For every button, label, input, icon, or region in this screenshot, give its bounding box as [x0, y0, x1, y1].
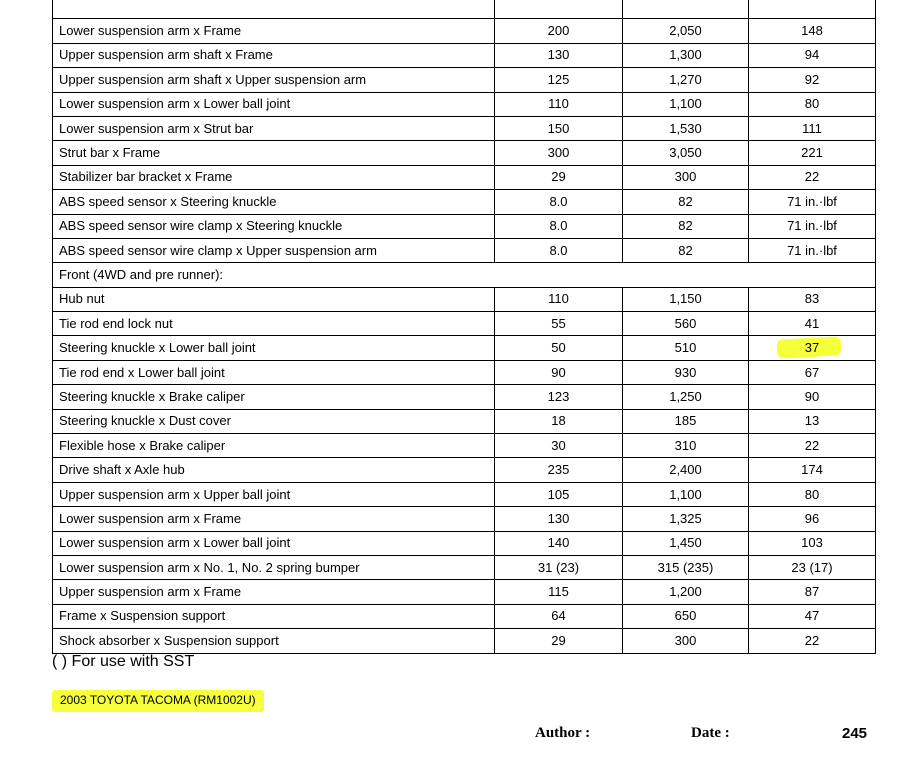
table-row — [53, 43, 876, 67]
part-name-cell: ABS speed sensor x Steering knuckle — [53, 190, 495, 214]
torque-nm-cell: 140 — [495, 531, 623, 555]
date-label: Date : — [691, 725, 730, 741]
torque-nm-cell: 30 — [495, 434, 623, 458]
torque-kgfcm-cell: 1,200 — [623, 580, 749, 604]
torque-nm-cell: 8.0 — [495, 238, 623, 262]
torque-ftlbf-cell: 22 — [749, 629, 876, 653]
table-row — [53, 604, 876, 628]
table-row — [53, 165, 876, 189]
torque-kgfcm-cell: 930 — [623, 360, 749, 384]
torque-ftlbf-cell: 221 — [749, 141, 876, 165]
table-section-row — [53, 263, 876, 287]
torque-nm-cell: 50 — [495, 336, 623, 360]
table-row — [53, 141, 876, 165]
torque-nm-cell: 130 — [495, 507, 623, 531]
torque-ftlbf-cell: 94 — [749, 43, 876, 67]
torque-kgfcm-cell: 1,100 — [623, 92, 749, 116]
part-name-cell: ABS speed sensor wire clamp x Upper suspension arm — [53, 238, 495, 262]
torque-ftlbf-cell: 71 in.·lbf — [749, 190, 876, 214]
torque-nm-cell: 18 — [495, 409, 623, 433]
torque-ftlbf-cell: 80 — [749, 482, 876, 506]
torque-nm-cell — [495, 0, 623, 19]
torque-nm-cell: 300 — [495, 141, 623, 165]
table-row — [53, 19, 876, 43]
torque-kgfcm-cell: 310 — [623, 434, 749, 458]
author-label: Author : — [535, 725, 591, 741]
table-row — [53, 580, 876, 604]
torque-kgfcm-cell: 82 — [623, 214, 749, 238]
torque-ftlbf-cell: 96 — [749, 507, 876, 531]
torque-nm-cell: 8.0 — [495, 190, 623, 214]
torque-nm-cell: 200 — [495, 19, 623, 43]
torque-ftlbf-cell: 71 in.·lbf — [749, 238, 876, 262]
section-heading: Front (4WD and pre runner): — [53, 263, 876, 287]
torque-kgfcm-cell: 1,100 — [623, 482, 749, 506]
torque-kgfcm-cell: 1,325 — [623, 507, 749, 531]
part-name-cell: Lower suspension arm x No. 1, No. 2 spring bumper — [53, 555, 495, 579]
torque-kgfcm-cell: 2,400 — [623, 458, 749, 482]
part-name-cell: Stabilizer bar bracket x Frame — [53, 165, 495, 189]
torque-nm-cell: 29 — [495, 165, 623, 189]
table-row — [53, 531, 876, 555]
part-name-cell: Steering knuckle x Dust cover — [53, 409, 495, 433]
part-name-cell: ABS speed sensor wire clamp x Steering knuckle — [53, 214, 495, 238]
torque-kgfcm-cell: 300 — [623, 165, 749, 189]
table-row — [53, 214, 876, 238]
torque-kgfcm-cell: 510 — [623, 336, 749, 360]
torque-kgfcm-cell: 185 — [623, 409, 749, 433]
table-row — [53, 68, 876, 92]
part-name-cell: Lower suspension arm x Frame — [53, 19, 495, 43]
torque-nm-cell: 105 — [495, 482, 623, 506]
torque-nm-cell: 64 — [495, 604, 623, 628]
torque-kgfcm-cell: 82 — [623, 190, 749, 214]
part-name-cell: Lower suspension arm x Strut bar — [53, 116, 495, 140]
torque-ftlbf-cell: 22 — [749, 434, 876, 458]
torque-ftlbf-cell: 67 — [749, 360, 876, 384]
model-label: 2003 TOYOTA TACOMA (RM1002U) — [52, 690, 264, 712]
torque-ftlbf-cell: 148 — [749, 19, 876, 43]
table-row — [53, 116, 876, 140]
part-name-cell: Flexible hose x Brake caliper — [53, 434, 495, 458]
torque-nm-cell: 8.0 — [495, 214, 623, 238]
table-row — [53, 409, 876, 433]
table-row — [53, 287, 876, 311]
torque-kgfcm-cell: 82 — [623, 238, 749, 262]
torque-kgfcm-cell: 1,270 — [623, 68, 749, 92]
torque-ftlbf-cell: 90 — [749, 385, 876, 409]
part-name-cell: Upper suspension arm x Upper ball joint — [53, 482, 495, 506]
table-row — [53, 385, 876, 409]
torque-nm-cell: 29 — [495, 629, 623, 653]
table-row — [53, 629, 876, 653]
highlighted-value: 37 — [804, 340, 820, 356]
table-row — [53, 336, 876, 360]
torque-ftlbf-cell: 83 — [749, 287, 876, 311]
torque-ftlbf-cell: 174 — [749, 458, 876, 482]
torque-ftlbf-cell: 111 — [749, 116, 876, 140]
torque-ftlbf-cell: 47 — [749, 604, 876, 628]
torque-ftlbf-cell: 22 — [749, 165, 876, 189]
torque-ftlbf-cell: 87 — [749, 580, 876, 604]
torque-kgfcm-cell: 1,530 — [623, 116, 749, 140]
torque-kgfcm-cell: 300 — [623, 629, 749, 653]
torque-spec-table — [52, 0, 876, 654]
torque-kgfcm-cell — [623, 0, 749, 19]
torque-kgfcm-cell: 315 (235) — [623, 555, 749, 579]
table-row — [53, 434, 876, 458]
torque-spec-table-body — [53, 0, 876, 653]
sst-footnote: ( ) For use with SST — [52, 653, 195, 670]
part-name-cell: Steering knuckle x Brake caliper — [53, 385, 495, 409]
torque-kgfcm-cell: 650 — [623, 604, 749, 628]
part-name-cell: Upper suspension arm shaft x Upper suspension arm — [53, 68, 495, 92]
torque-nm-cell: 150 — [495, 116, 623, 140]
torque-ftlbf-cell: 13 — [749, 409, 876, 433]
torque-nm-cell: 31 (23) — [495, 555, 623, 579]
torque-ftlbf-cell: 92 — [749, 68, 876, 92]
table-row — [53, 238, 876, 262]
table-row — [53, 507, 876, 531]
table-row — [53, 92, 876, 116]
part-name-cell: Upper suspension arm x Frame — [53, 580, 495, 604]
torque-nm-cell: 123 — [495, 385, 623, 409]
table-row — [53, 190, 876, 214]
torque-ftlbf-cell: 23 (17) — [749, 555, 876, 579]
part-name-cell: Lower suspension arm x Lower ball joint — [53, 531, 495, 555]
torque-ftlbf-cell: 41 — [749, 312, 876, 336]
torque-nm-cell: 125 — [495, 68, 623, 92]
part-name-cell: Steering knuckle x Lower ball joint — [53, 336, 495, 360]
part-name-cell: Tie rod end x Lower ball joint — [53, 360, 495, 384]
page-number: 245 — [842, 725, 868, 742]
table-row — [53, 0, 876, 19]
part-name-cell: Lower suspension arm x Frame — [53, 507, 495, 531]
torque-nm-cell: 110 — [495, 287, 623, 311]
torque-ftlbf-cell: 71 in.·lbf — [749, 214, 876, 238]
part-name-cell: Tie rod end lock nut — [53, 312, 495, 336]
part-name-cell: Strut bar x Frame — [53, 141, 495, 165]
torque-nm-cell: 130 — [495, 43, 623, 67]
torque-nm-cell: 90 — [495, 360, 623, 384]
torque-kgfcm-cell: 1,250 — [623, 385, 749, 409]
table-row — [53, 360, 876, 384]
table-row — [53, 312, 876, 336]
torque-kgfcm-cell: 560 — [623, 312, 749, 336]
torque-nm-cell: 115 — [495, 580, 623, 604]
torque-ftlbf-cell — [749, 336, 876, 360]
part-name-cell — [53, 0, 495, 19]
torque-kgfcm-cell: 1,150 — [623, 287, 749, 311]
part-name-cell: Upper suspension arm shaft x Frame — [53, 43, 495, 67]
torque-ftlbf-cell: 80 — [749, 92, 876, 116]
table-row — [53, 555, 876, 579]
table-row — [53, 458, 876, 482]
torque-kgfcm-cell: 1,450 — [623, 531, 749, 555]
part-name-cell: Frame x Suspension support — [53, 604, 495, 628]
torque-kgfcm-cell: 1,300 — [623, 43, 749, 67]
torque-nm-cell: 55 — [495, 312, 623, 336]
part-name-cell: Lower suspension arm x Lower ball joint — [53, 92, 495, 116]
torque-nm-cell: 235 — [495, 458, 623, 482]
torque-nm-cell: 110 — [495, 92, 623, 116]
part-name-cell: Hub nut — [53, 287, 495, 311]
torque-ftlbf-cell: 103 — [749, 531, 876, 555]
part-name-cell: Drive shaft x Axle hub — [53, 458, 495, 482]
torque-kgfcm-cell: 2,050 — [623, 19, 749, 43]
torque-kgfcm-cell: 3,050 — [623, 141, 749, 165]
part-name-cell: Shock absorber x Suspension support — [53, 629, 495, 653]
torque-ftlbf-cell — [749, 0, 876, 19]
table-row — [53, 482, 876, 506]
